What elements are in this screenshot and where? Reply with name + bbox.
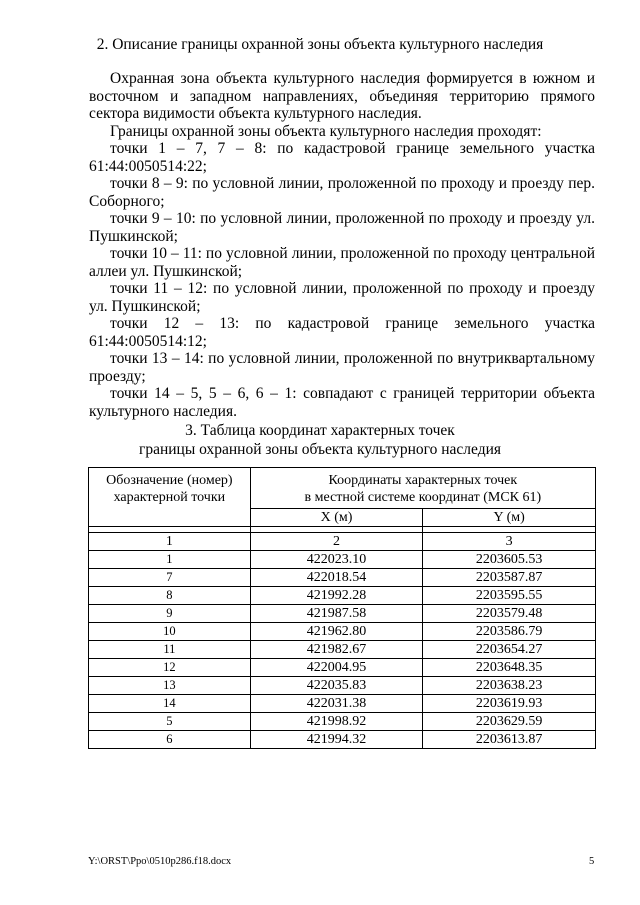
x-coordinate-cell: 422035.83 [250, 677, 423, 695]
point-cell: 11 [89, 641, 251, 659]
x-coordinate-cell: 422023.10 [250, 551, 423, 569]
paragraph: точки 10 – 11: по условной линии, проложенной по проходу центральной аллеи ул. Пушкинской; [89, 245, 595, 280]
x-coordinate-cell: 421987.58 [250, 605, 423, 623]
x-coordinate-cell: 421982.67 [250, 641, 423, 659]
x-coordinate-cell: 422004.95 [250, 659, 423, 677]
y-header: Y (м) [423, 509, 596, 527]
y-coordinate-cell: 2203613.87 [423, 731, 596, 749]
footer-file-path: Y:\ORST\Ppo\0510p286.f18.docx [88, 856, 232, 867]
table-row [89, 641, 596, 659]
section-3-heading [0, 421, 640, 459]
section-3-heading-line1: 3. Таблица координат характерных точек [185, 422, 455, 439]
paragraph: точки 8 – 9: по условной линии, проложенной по проходу и проезду пер. Соборного; [89, 175, 595, 210]
table-row [89, 695, 596, 713]
y-coordinate-cell: 2203595.55 [423, 587, 596, 605]
point-cell: 1 [89, 551, 251, 569]
coordinates-header: Координаты характерных точек в местной системе координат (МСК 61) [250, 468, 595, 509]
x-coordinate-cell: 421998.92 [250, 713, 423, 731]
table-row [89, 587, 596, 605]
paragraph: точки 1 – 7, 7 – 8: по кадастровой границе земельного участка 61:44:0050514:22; [89, 140, 595, 175]
table-row [89, 713, 596, 731]
index-cell: 2 [250, 533, 423, 551]
table-header-row [89, 468, 596, 509]
point-cell: 6 [89, 731, 251, 749]
paragraph: точки 14 – 5, 5 – 6, 6 – 1: совпадают с границей территории объекта культурного наследия. [89, 385, 595, 420]
point-cell: 10 [89, 623, 251, 641]
point-cell: 12 [89, 659, 251, 677]
x-coordinate-cell: 421962.80 [250, 623, 423, 641]
section-3-heading-line2: границы охранной зоны объекта культурного наследия [138, 441, 502, 458]
y-coordinate-cell: 2203629.59 [423, 713, 596, 731]
paragraph: точки 11 – 12: по условной линии, проложенной по проходу и проезду ул. Пушкинской; [89, 280, 595, 315]
paragraph: точки 12 – 13: по кадастровой границе земельного участка 61:44:0050514:12; [89, 315, 595, 350]
point-cell: 9 [89, 605, 251, 623]
table-row [89, 605, 596, 623]
point-cell: 5 [89, 713, 251, 731]
table-row [89, 731, 596, 749]
point-cell: 7 [89, 569, 251, 587]
y-coordinate-cell: 2203648.35 [423, 659, 596, 677]
y-coordinate-cell: 2203638.23 [423, 677, 596, 695]
index-cell: 1 [89, 533, 251, 551]
x-coordinate-cell: 421992.28 [250, 587, 423, 605]
table-index-row [89, 533, 596, 551]
table-row [89, 623, 596, 641]
y-coordinate-cell: 2203605.53 [423, 551, 596, 569]
x-header: X (м) [250, 509, 423, 527]
y-coordinate-cell: 2203587.87 [423, 569, 596, 587]
y-coordinate-cell: 2203579.48 [423, 605, 596, 623]
x-coordinate-cell: 422031.38 [250, 695, 423, 713]
y-coordinate-cell: 2203619.93 [423, 695, 596, 713]
table-row [89, 659, 596, 677]
paragraph: точки 9 – 10: по условной линии, проложенной по проходу и проезду ул. Пушкинской; [89, 210, 595, 245]
x-coordinate-cell: 422018.54 [250, 569, 423, 587]
section-2-heading: 2. Описание границы охранной зоны объекта культурного наследия [96, 36, 544, 53]
coordinates-table [88, 467, 596, 749]
footer-page-number: 5 [589, 856, 595, 867]
section-2-body [89, 70, 595, 420]
table-row [89, 569, 596, 587]
x-coordinate-cell: 421994.32 [250, 731, 423, 749]
paragraph: Границы охранной зоны объекта культурного наследия проходят: [110, 122, 542, 140]
point-cell: 14 [89, 695, 251, 713]
table-row [89, 551, 596, 569]
point-cell: 13 [89, 677, 251, 695]
point-number-header: Обозначение (номер) характерной точки [89, 468, 251, 527]
y-coordinate-cell: 2203654.27 [423, 641, 596, 659]
index-cell: 3 [423, 533, 596, 551]
paragraph: точки 13 – 14: по условной линии, проложенной по внутриквартальному проезду; [89, 350, 595, 385]
table-row [89, 677, 596, 695]
paragraph: Охранная зона объекта культурного наследия формируется в южном и восточном и западном направлениях, объединяя территорию прямого сектора видимости объекта культурного наследия. [89, 70, 595, 122]
point-cell: 8 [89, 587, 251, 605]
y-coordinate-cell: 2203586.79 [423, 623, 596, 641]
